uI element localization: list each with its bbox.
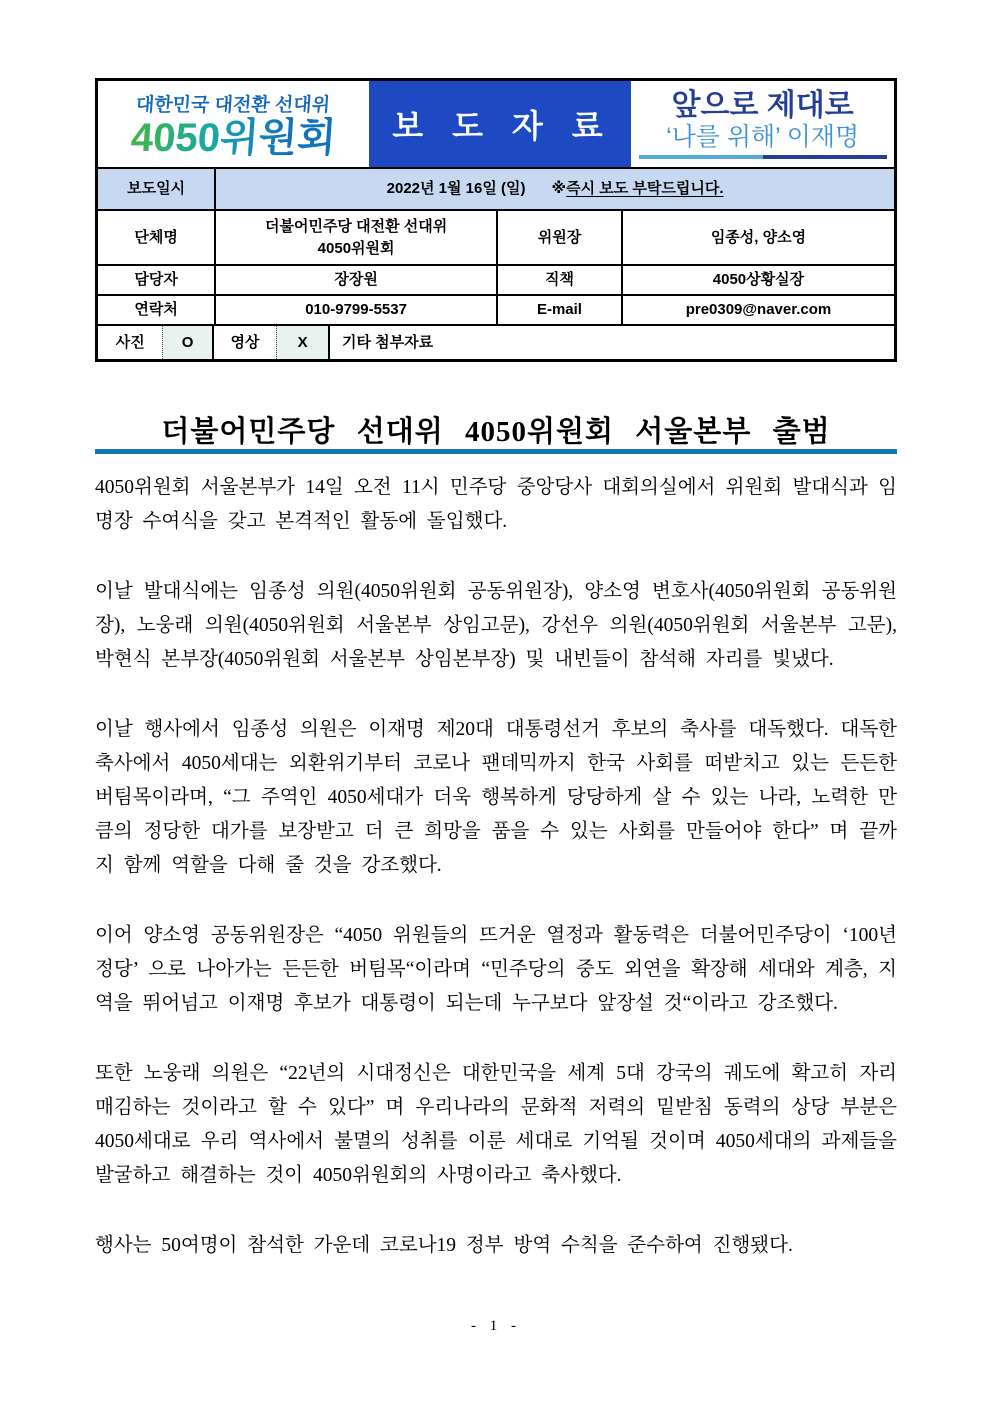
organization-value (214, 211, 496, 264)
position-label: 직책 (496, 266, 621, 294)
page-number: - 1 - (471, 1318, 521, 1334)
press-date-label: 보도일시 (127, 180, 186, 198)
logo-committee-text: 4050위원회 (129, 115, 338, 160)
press-note-text: 즉시 보도 부탁드립니다. (566, 180, 724, 198)
phone-value: 010-9799-5537 (214, 296, 496, 324)
article-body (95, 471, 897, 1263)
committee-logo (98, 81, 369, 167)
position-value: 4050상황실장 (621, 266, 894, 294)
chairman-label: 위원장 (496, 211, 621, 264)
row-press-date (98, 167, 894, 209)
photo-flag: O (162, 326, 211, 359)
paragraph-closing: 행사는 50여명이 참석한 가운데 코로나19 정부 방역 수칙을 준수하여 진행됐다. (95, 1235, 793, 1256)
phone-label: 연락처 (134, 301, 178, 319)
press-date-value (214, 169, 894, 209)
slogan-subline: ‘나를 위해’ 이재명 (666, 123, 860, 151)
email-value: pre0309@naver.com (621, 296, 894, 324)
press-release-banner: 보 도 자 료 (369, 81, 632, 167)
contact-person-label: 담당자 (134, 271, 178, 289)
organization-name-line2: 4050위원회 (317, 239, 395, 257)
video-label: 영상 (212, 326, 276, 359)
organization-name-line1: 더불어민주당 대전환 선대위 (264, 217, 448, 235)
paragraph-launch: 4050위원회 서울본부가 14일 오전 11시 민주당 중앙당사 대회의실에서 위원회 발대식과 임명장 수여식을 갖고 본격적인 활동에 돌입했다. (95, 477, 897, 532)
email-label: E-mail (496, 296, 621, 324)
photo-label: 사진 (115, 333, 145, 351)
other-attachments-label: 기타 첨부자료 (328, 326, 894, 359)
chairman-value: 임종성, 양소영 (621, 211, 894, 264)
logo-campaign-text: 대한민국 대전환 선대위 (135, 94, 331, 116)
contact-person-value: 장장원 (214, 266, 496, 294)
campaign-slogan (631, 81, 894, 167)
row-attachments (98, 324, 894, 359)
masthead-header-row (98, 81, 894, 167)
row-contact-person (98, 264, 894, 294)
paragraph-yang-soyoung-remarks: 이어 양소영 공동위원장은 “4050 위원들의 뜨거운 열정과 활동력은 더불어민주당이 ‘100년 정당’ 으로 나아가는 든든한 버팀목“이라며 “민주당의 중도 외연을 확장해 세대와 계층, 지역을 뛰어넘고 이재명 후보가 대통령이 되는데 누구보다 앞장설 것“이라고 강조했다. (95, 925, 897, 1014)
article-title: 더불어민주당 선대위 4050위원회 서울본부 출범 (161, 416, 831, 448)
paragraph-attendees: 이날 발대식에는 임종성 의원(4050위원회 공동위원장), 양소영 변호사(4050위원회 공동위원장), 노웅래 의원(4050위원회 서울본부 상임고문), 강선우 의원(4050위원회 서울본부 고문), 박현식 본부장(4050위원회 서울본부 상임본부장) 및 내빈들이 참석해 자리를 빛냈다. (95, 581, 897, 670)
masthead-table (95, 78, 897, 362)
video-flag: X (276, 326, 328, 359)
row-phone-email (98, 294, 894, 324)
paragraph-congratulatory-speech: 이날 행사에서 임종성 의원은 이재명 제20대 대통령선거 후보의 축사를 대독했다. 대독한 축사에서 4050세대는 외환위기부터 코로나 팬데믹까지 한국 사회를 떠받치고 있는 든든한 버팀목이라며, “그 주역인 4050세대가 더욱 행복하게 당당하게 살 수 있는 나라, 노력한 만큼의 정당한 대가를 보장받고 더 큰 희망을 품을 수 있는 사회를 만들어야 한다” 며 끝까지 함께 역할을 다해 줄 것을 강조했다. (95, 719, 897, 876)
slogan-headline: 앞으로 제대로 (671, 89, 854, 122)
press-date-text: 2022년 1월 16일 (일) (386, 180, 526, 198)
title-underline-rule (95, 449, 897, 454)
organization-label: 단체명 (134, 228, 178, 246)
paragraph-no-woongrae-remarks: 또한 노웅래 의원은 “22년의 시대정신은 대한민국을 세계 5대 강국의 궤도에 확고히 자리매김하는 것이라고 할 수 있다” 며 우리나라의 문화적 저력의 밑받침 동력의 상당 부분은 4050세대로 우리 역사에서 불멸의 성취를 이룬 세대로 기억될 것이며 4050세대의 과제들을 발굴하고 해결하는 것이 4050위원회의 사명이라고 축사했다. (95, 1063, 897, 1186)
row-organization (98, 209, 894, 264)
press-note-mark: ※ (551, 180, 567, 198)
slogan-underline-bar (639, 155, 887, 159)
